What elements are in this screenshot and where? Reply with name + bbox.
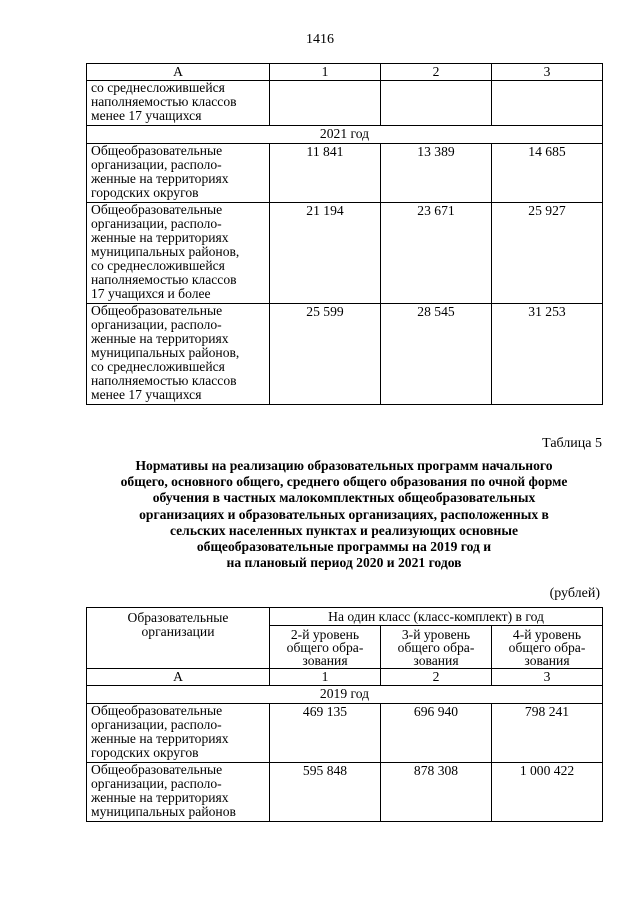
title-line: обучения в частных малокомплектных общеобразовательных <box>152 490 536 506</box>
organization-name-line: организации, располо- <box>91 157 222 172</box>
title-line: Нормативы на реализацию образовательных программ начального <box>135 458 553 473</box>
education-level-line: общего обра- <box>286 640 364 655</box>
value-cell: 469 135 <box>270 704 381 763</box>
organization-name-line: менее 17 учащихся <box>91 108 202 123</box>
organization-name-line: Общеобразовательные <box>91 762 223 777</box>
organization-name-line: организации, располо- <box>91 717 222 732</box>
organization-name-line: со среднесложившейся <box>91 359 225 374</box>
organizations-header-line: Образовательные <box>127 610 229 625</box>
education-level-line: 4-й уровень <box>512 627 582 642</box>
value-cell: 28 545 <box>381 304 492 405</box>
value-cell: 14 685 <box>492 144 603 203</box>
year-row <box>87 686 603 704</box>
value-cell <box>381 81 492 126</box>
value-cell: 1 000 422 <box>492 763 603 822</box>
organization-name-line: Общеобразовательные <box>91 303 223 318</box>
organization-name-line: женные на территориях <box>91 331 229 346</box>
value-cell: 11 841 <box>270 144 381 203</box>
organization-name-line: организации, располо- <box>91 776 222 791</box>
organization-name-line: городских округов <box>91 185 199 200</box>
education-level-line: общего обра- <box>397 640 475 655</box>
year-label: 2021 год <box>87 126 603 144</box>
column-index-cell: 1 <box>270 64 381 81</box>
organization-name-cell <box>87 81 270 126</box>
title-line: организациях и образовательных организациях, расположенных в <box>139 506 549 522</box>
column-index-cell: А <box>87 64 270 81</box>
page-number: 1416 <box>306 32 334 47</box>
education-level-line: зования <box>302 653 348 668</box>
education-level-line: 2-й уровень <box>290 627 360 642</box>
education-level-line: общего обра- <box>508 640 586 655</box>
title-line: сельских населенных пунктах и реализующих основные <box>169 522 519 538</box>
year-label: 2019 год <box>87 686 603 704</box>
value-cell: 25 927 <box>492 203 603 304</box>
title-line: на плановый период 2020 и 2021 годов <box>226 555 462 571</box>
value-cell: 31 253 <box>492 304 603 405</box>
table-row <box>87 81 603 126</box>
value-cell: 595 848 <box>270 763 381 822</box>
organization-name-line: наполняемостью классов <box>91 272 237 287</box>
education-level-header <box>492 626 603 669</box>
year-row <box>87 126 603 144</box>
organizations-header-line: организации <box>141 624 215 639</box>
organization-name-line: наполняемостью классов <box>91 373 237 388</box>
value-cell: 23 671 <box>381 203 492 304</box>
organization-name-line: женные на территориях <box>91 230 229 245</box>
title-line: общеобразовательные программы на 2019 год и <box>196 539 492 555</box>
value-cell: 25 599 <box>270 304 381 405</box>
organization-name-line: городских округов <box>91 745 199 760</box>
column-index-cell: 3 <box>492 64 603 81</box>
organization-name-line: Общеобразовательные <box>91 143 223 158</box>
table-row <box>87 203 603 304</box>
education-level-line: 3-й уровень <box>401 627 471 642</box>
value-cell <box>492 81 603 126</box>
organization-name-line: женные на территориях <box>91 731 229 746</box>
column-index-cell: А <box>87 669 270 686</box>
value-cell: 798 241 <box>492 704 603 763</box>
organization-name-cell <box>87 203 270 304</box>
education-level-line: зования <box>524 653 570 668</box>
organization-name-line: наполняемостью классов <box>91 94 237 109</box>
organization-name-line: менее 17 учащихся <box>91 387 202 402</box>
organization-name-line: женные на территориях <box>91 171 229 186</box>
organizations-header <box>87 608 270 669</box>
table-row <box>87 304 603 405</box>
organization-name-line: со среднесложившейся <box>91 258 225 273</box>
education-level-line: зования <box>413 653 459 668</box>
column-index-cell: 3 <box>492 669 603 686</box>
organization-name-line: Общеобразовательные <box>91 202 223 217</box>
organization-name-line: со среднесложившейся <box>91 80 225 95</box>
column-index-row <box>87 669 603 686</box>
column-index-cell: 2 <box>381 64 492 81</box>
organization-name-line: организации, располо- <box>91 216 222 231</box>
organization-name-cell <box>87 704 270 763</box>
organization-name-cell <box>87 304 270 405</box>
title-line: общего, основного общего, среднего общего образования по очной форме <box>120 474 568 490</box>
organization-name-line: организации, располо- <box>91 317 222 332</box>
organization-name-cell <box>87 144 270 203</box>
value-cell <box>270 81 381 126</box>
column-index-cell: 1 <box>270 669 381 686</box>
organization-name-cell <box>87 763 270 822</box>
units-label: (рублей) <box>549 586 600 601</box>
standards-table <box>86 607 603 822</box>
organization-name-line: муниципальных районов, <box>91 345 240 360</box>
table-title <box>70 458 618 571</box>
table-row <box>87 763 603 822</box>
organization-name-line: муниципальных районов, <box>91 244 240 259</box>
column-index-cell: 2 <box>381 669 492 686</box>
value-cell: 878 308 <box>381 763 492 822</box>
value-cell: 21 194 <box>270 203 381 304</box>
group-header: На один класс (класс-комплект) в год <box>270 608 603 626</box>
organization-name-line: женные на территориях <box>91 790 229 805</box>
education-level-header <box>270 626 381 669</box>
table-label: Таблица 5 <box>542 436 602 451</box>
header-row <box>87 608 603 626</box>
organization-name-line: Общеобразовательные <box>91 703 223 718</box>
continued-table <box>86 63 603 405</box>
organization-name-line: муниципальных районов <box>91 804 236 819</box>
value-cell: 13 389 <box>381 144 492 203</box>
table-row <box>87 144 603 203</box>
value-cell: 696 940 <box>381 704 492 763</box>
organization-name-line: 17 учащихся и более <box>91 286 211 301</box>
table-row <box>87 704 603 763</box>
education-level-header <box>381 626 492 669</box>
column-index-row <box>87 64 603 81</box>
